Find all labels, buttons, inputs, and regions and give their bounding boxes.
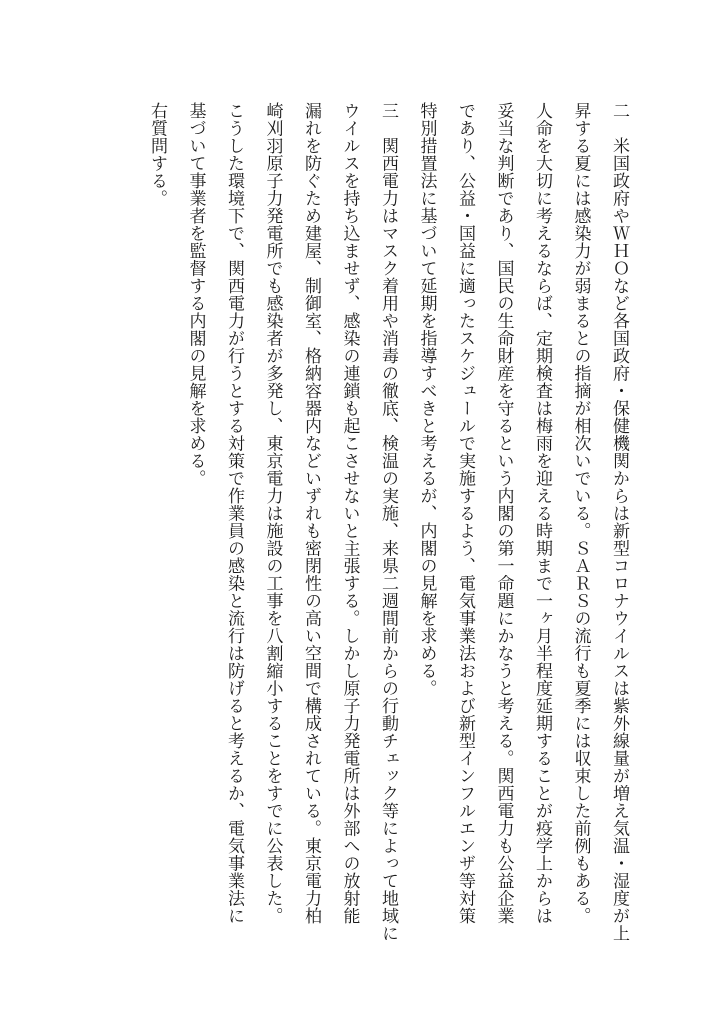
text-line: 基づいて事業者を監督する内閣の見解を求める。 [185,102,206,487]
text-line: 昇する夏には感染力が弱まるとの指摘が相次いでいる。ＳＡＲＳの流行も夏季には収束した前例もある。 [570,102,591,925]
closing-line: 右質問する。 [147,102,167,207]
text-line-item-2-start: 二 米国政府やＷＨＯなど各国政府・保健機関からは新型コロナウイルスは紫外線量が増え気温・湿度が上 [609,102,629,942]
text-line: 崎刈羽原子力発電所でも感染者が多発し、東京電力は施設の工事を八割縮小することをすでに公表した。 [262,102,283,925]
text-line: ウイルスを持ち込ませず、感染の連鎖も起こさせないと主張する。しかし原子力発電所は外部への放射能 [339,102,360,925]
text-line: 特別措置法に基づいて延期を指導すべきと考えるが、内閣の見解を求める。 [416,102,437,697]
vertical-text-body [138,102,639,942]
text-line: こうした環境下で、関西電力が行うとする対策で作業員の感染と流行は防げると考えるか、電気事業法に [224,102,244,925]
text-line: であり、公益・国益に適ったスケジュールで実施するよう、電気事業法および新型インフルエンザ等対策 [455,102,475,925]
text-line: 人命を大切に考えるならば、定期検査は梅雨を迎える時期まで一ヶ月半程度延期することが疫学上からは [532,102,552,925]
text-line-item-3-start: 三 関西電力はマスク着用や消毒の徹底、検温の実施、来県二週間前からの行動チェック等によって地域に [378,102,398,942]
text-line: 妥当な判断であり、国民の生命財産を守るという内閣の第一命題にかなうと考える。関西電力も公益企業 [493,102,514,925]
text-line: 漏れを防ぐため建屋、制御室、格納容器内などいずれも密閉性の高い空間で構成されている。東京電力柏 [301,102,321,925]
